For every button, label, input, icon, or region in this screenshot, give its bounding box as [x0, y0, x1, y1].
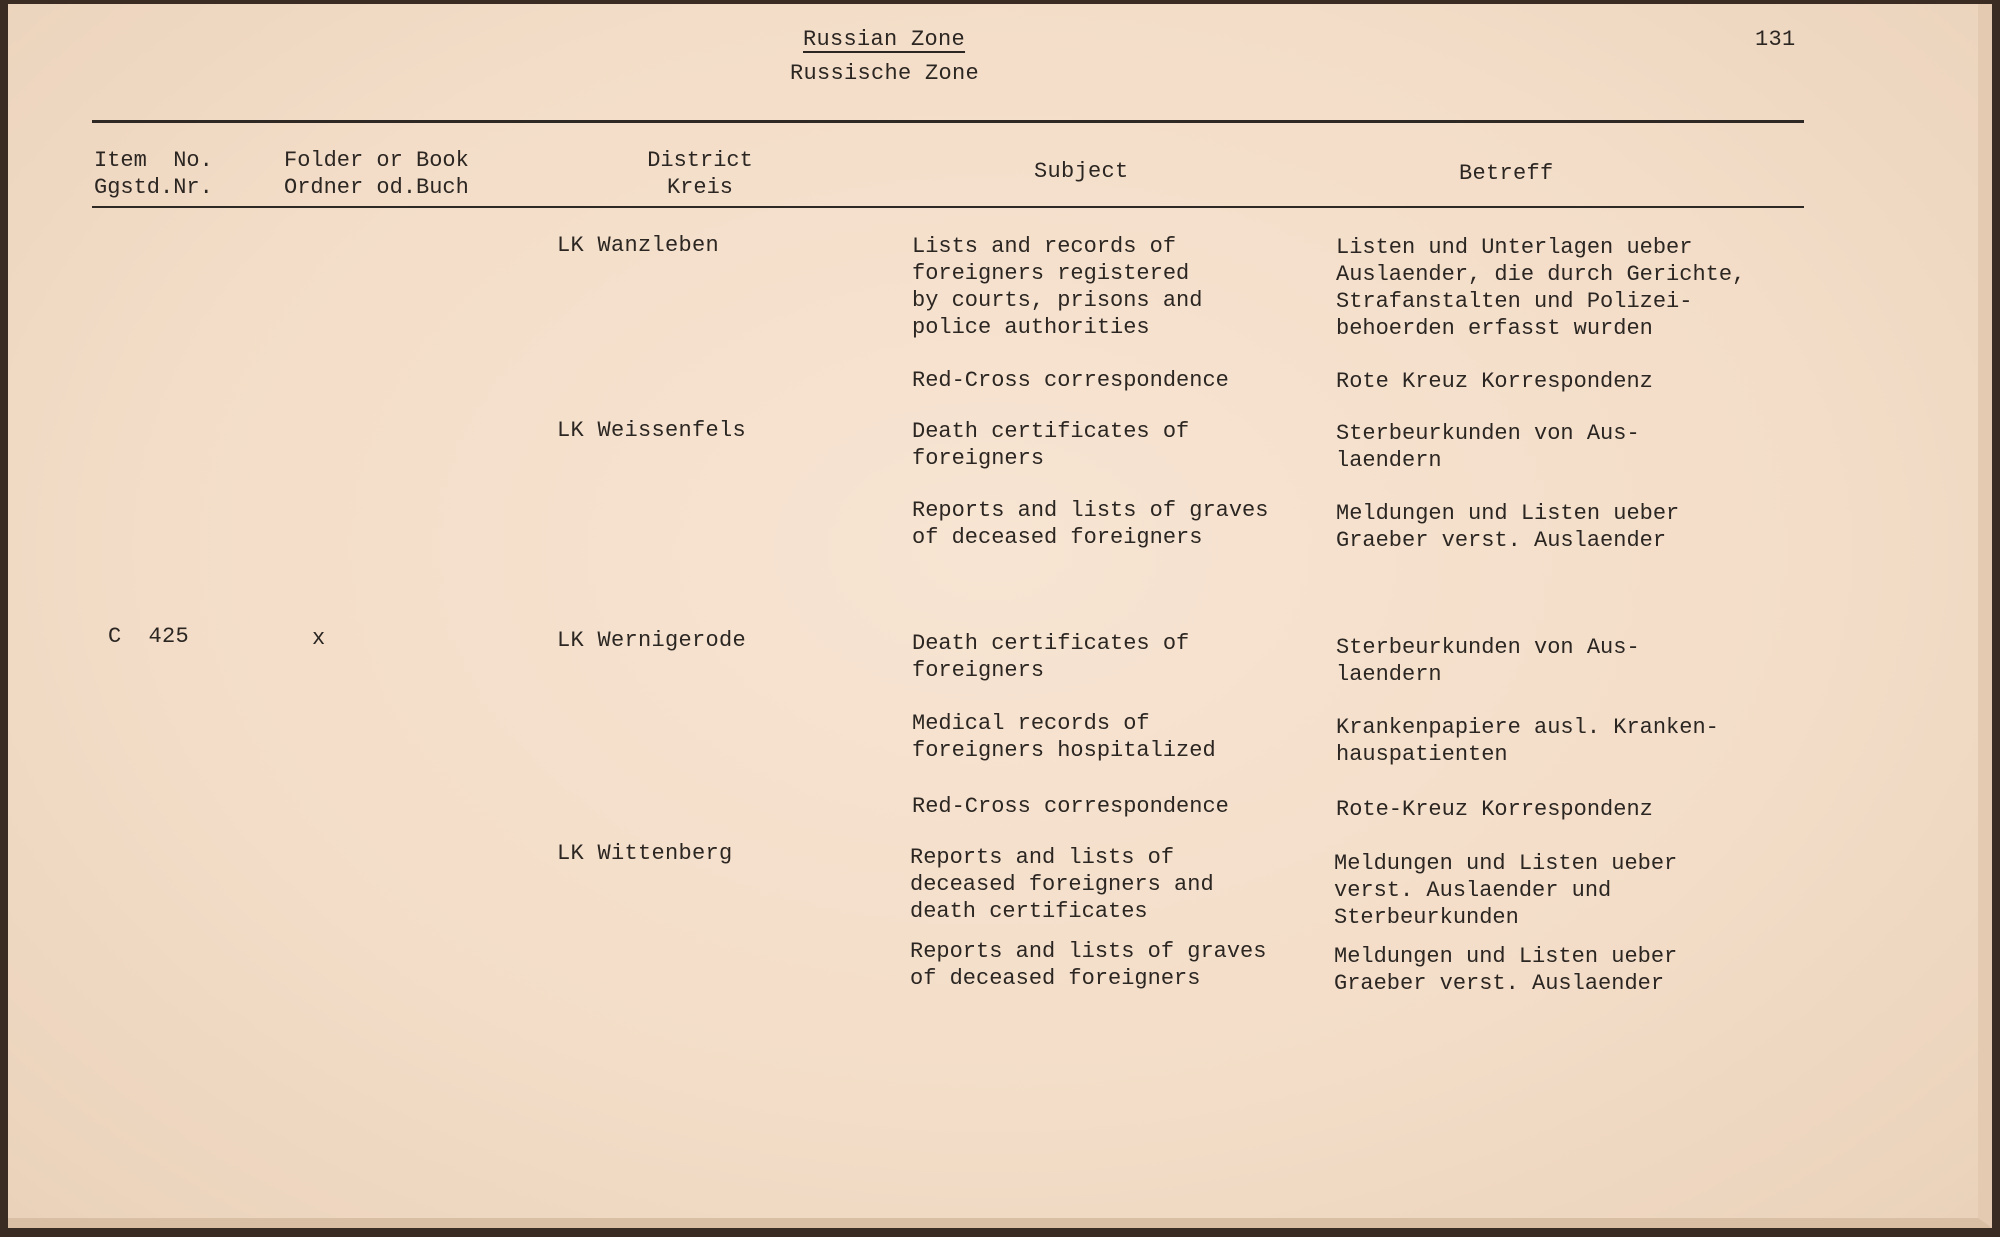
header-top-rule [92, 120, 1804, 123]
col-header-betreff: Betreff [1459, 161, 1554, 186]
betreff-entry: Krankenpapiere ausl. Kranken- hauspatienten [1336, 715, 1719, 767]
district-name: LK Wittenberg [557, 841, 733, 866]
subject-entry: Reports and lists of graves of deceased foreigners [910, 939, 1267, 991]
district-name: LK Weissenfels [557, 418, 747, 443]
folder-mark: x [312, 626, 326, 651]
betreff-entry: Meldungen und Listen ueber Graeber verst. Auslaender [1334, 944, 1678, 996]
betreff-entry: Rote-Kreuz Korrespondenz [1336, 797, 1653, 822]
page-title-en: Russian Zone [803, 27, 966, 52]
betreff-entry: Meldungen und Listen ueber Graeber verst. Auslaender [1336, 501, 1680, 553]
document-page [8, 4, 1992, 1228]
subject-entry: Red-Cross correspondence [912, 368, 1229, 393]
subject-entry: Death certificates of foreigners [912, 419, 1190, 471]
page-number: 131 [1755, 27, 1796, 52]
district-name: LK Wanzleben [557, 233, 720, 258]
betreff-entry: Listen und Unterlagen ueber Auslaender, die durch Gerichte, Strafanstalten und Polizei- behoerden erfasst wurden [1336, 235, 1746, 341]
page-title-de: Russische Zone [790, 61, 980, 86]
subject-entry: Reports and lists of deceased foreigners and death certificates [910, 845, 1214, 924]
subject-entry: Reports and lists of graves of deceased foreigners [912, 498, 1269, 550]
col-header-item: Item No. Ggstd.Nr. [94, 148, 213, 200]
col-header-folder: Folder or Book Ordner od.Buch [284, 148, 469, 200]
subject-entry: Lists and records of foreigners registered by courts, prisons and police authorities [912, 234, 1203, 340]
betreff-entry: Sterbeurkunden von Aus- laendern [1336, 635, 1640, 687]
betreff-entry: Sterbeurkunden von Aus- laendern [1336, 421, 1640, 473]
betreff-entry: Meldungen und Listen ueber verst. Auslaender und Sterbeurkunden [1334, 851, 1678, 930]
subject-entry: Red-Cross correspondence [912, 794, 1229, 819]
col-header-subject: Subject [1034, 159, 1129, 184]
item-number: C 425 [108, 624, 190, 649]
col-header-district: District Kreis [647, 148, 753, 200]
subject-entry: Medical records of foreigners hospitalized [912, 711, 1216, 763]
betreff-entry: Rote Kreuz Korrespondenz [1336, 369, 1653, 394]
subject-entry: Death certificates of foreigners [912, 631, 1190, 683]
district-name: LK Wernigerode [557, 628, 747, 653]
header-bottom-rule [92, 206, 1804, 208]
